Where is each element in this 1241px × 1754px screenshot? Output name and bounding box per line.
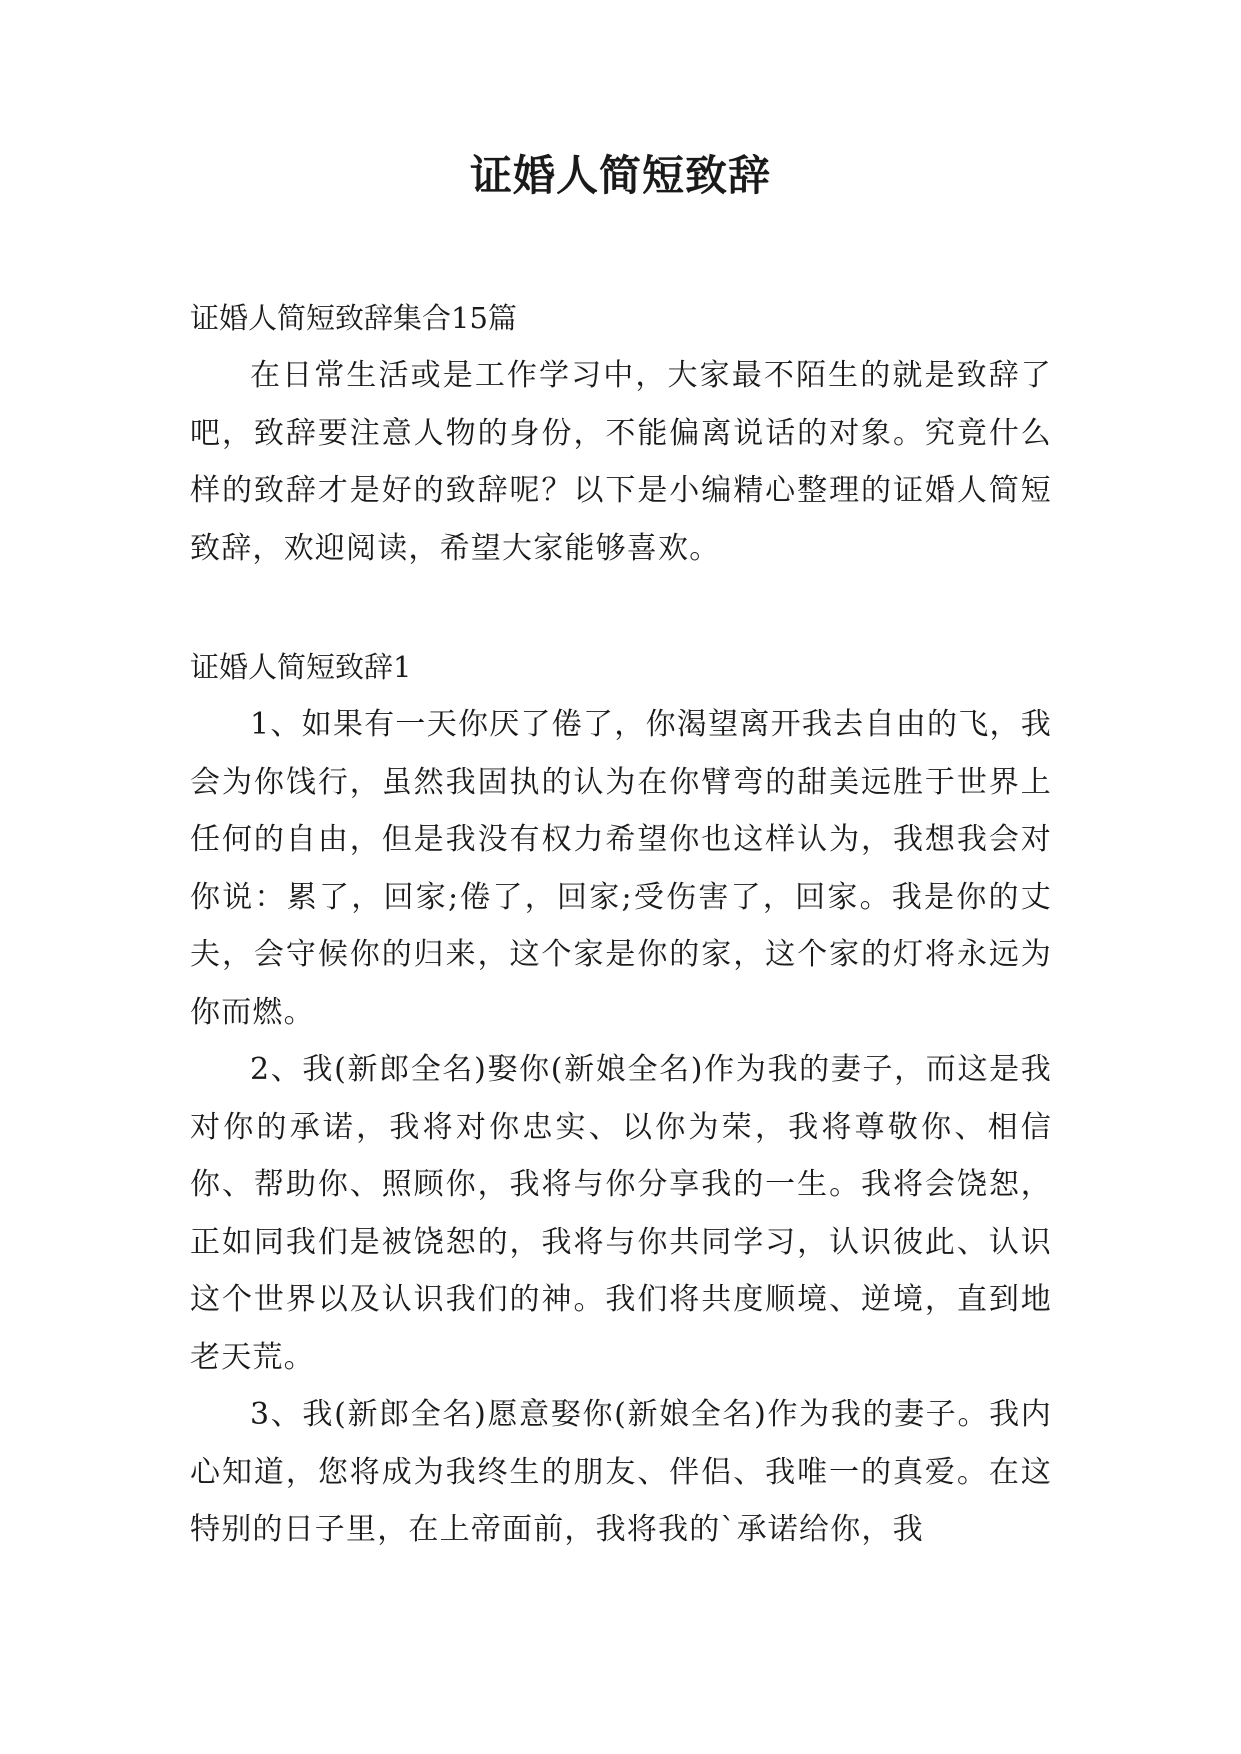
section-heading: 证婚人简短致辞1 [190, 650, 412, 684]
body-paragraph: 1、如果有一天你厌了倦了，你渴望离开我去自由的飞，我会为你饯行，虽然我固执的认为在你臂弯的甜美远胜于世界上任何的自由，但是我没有权力希望你也这样认为，我想我会对你说：累了，回家;倦了，回家;受伤害了，回家。我是你的丈夫，会守候你的归来，这个家是你的家，这个家的灯将永远为你而燃。 [190, 707, 1052, 1030]
document-body [190, 290, 1052, 1559]
body-paragraph: 2、我(新郎全名)娶你(新娘全名)作为我的妻子，而这是我对你的承诺，我将对你忠实、以你为荣，我将尊敬你、相信你、帮助你、照顾你，我将与你分享我的一生。我将会饶恕，正如同我们是被饶恕的，我将与你共同学习，认识彼此、认识这个世界以及认识我们的神。我们将共度顺境、逆境，直到地老天荒。 [190, 1052, 1052, 1375]
document-title: 证婚人简短致辞 [469, 151, 771, 200]
body-paragraph: 3、我(新郎全名)愿意娶你(新娘全名)作为我的妻子。我内心知道，您将成为我终生的朋友、伴侣、我唯一的真爱。在这特别的日子里，在上帝面前，我将我的`承诺给你，我 [190, 1397, 1052, 1547]
collection-heading: 证婚人简短致辞集合15篇 [190, 301, 517, 335]
section-spacer [190, 577, 1052, 639]
intro-paragraph: 在日常生活或是工作学习中，大家最不陌生的就是致辞了吧，致辞要注意人物的身份，不能偏离说话的对象。究竟什么样的致辞才是好的致辞呢？以下是小编精心整理的证婚人简短致辞，欢迎阅读，希望大家能够喜欢。 [190, 358, 1052, 566]
